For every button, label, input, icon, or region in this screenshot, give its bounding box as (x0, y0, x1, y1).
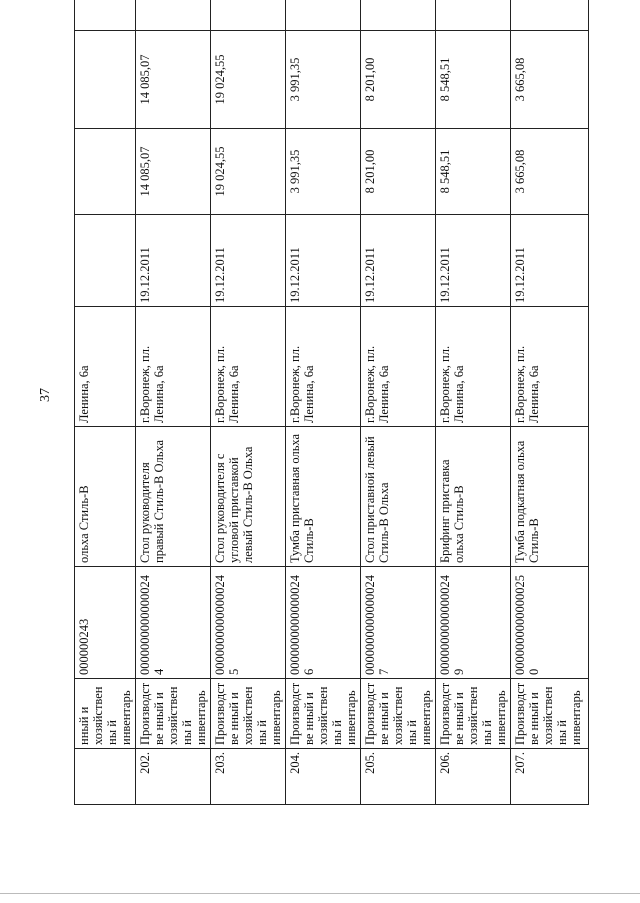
residual-cell (211, 0, 286, 31)
name-cell: Стол руководителя с угловой приставкой левый Стиль-В Ольха (211, 427, 286, 567)
cost-cell: 19 024,55 (211, 129, 286, 215)
residual-cell (136, 0, 211, 31)
depreciation-cell: 3 991,35 (286, 31, 361, 129)
row-number: 205. (361, 749, 436, 805)
code-cell: 000000243 (75, 567, 136, 679)
table-row (286, 0, 361, 805)
address-cell: г.Воронеж, пл. Ленина, 6а (436, 307, 511, 427)
table-row (75, 0, 136, 805)
depreciation-cell: 19 024,55 (211, 31, 286, 129)
date-cell (75, 215, 136, 307)
page-bottom-rule (0, 893, 640, 894)
cost-cell (75, 129, 136, 215)
table-row (136, 0, 211, 805)
name-cell: Стол руководителя правый Стиль-В Ольха (136, 427, 211, 567)
depreciation-cell: 8 548,51 (436, 31, 511, 129)
name-cell: Стол приставной левый Стиль-В Ольха (361, 427, 436, 567)
rotated-table-page (74, 15, 583, 805)
row-number: 206. (436, 749, 511, 805)
cost-cell: 14 085,07 (136, 129, 211, 215)
category-cell: Производстве нный и хозяйственны й инвентарь (286, 679, 361, 749)
code-cell: 00000000000000244 (136, 567, 211, 679)
address-cell: г.Воронеж, пл. Ленина, 6а (286, 307, 361, 427)
address-cell: г.Воронеж, пл. Ленина, 6а (361, 307, 436, 427)
category-cell: Производстве нный и хозяйственны й инвентарь (511, 679, 589, 749)
table-row (436, 0, 511, 805)
asset-table-body (75, 0, 589, 805)
table-row (511, 0, 589, 805)
cost-cell: 3 665,08 (511, 129, 589, 215)
table-row (211, 0, 286, 805)
date-cell: 19.12.2011 (211, 215, 286, 307)
category-cell: Производстве нный и хозяйственны й инвентарь (361, 679, 436, 749)
code-cell: 00000000000000245 (211, 567, 286, 679)
depreciation-cell: 8 201,00 (361, 31, 436, 129)
code-cell: 00000000000000249 (436, 567, 511, 679)
depreciation-cell (75, 31, 136, 129)
residual-cell (75, 0, 136, 31)
name-cell: ольха Стиль-В (75, 427, 136, 567)
depreciation-cell: 14 085,07 (136, 31, 211, 129)
name-cell: Брифинг приставка ольха Стиль-В (436, 427, 511, 567)
row-number: 202. (136, 749, 211, 805)
name-cell: Тумба подкатная ольха Стиль-В (511, 427, 589, 567)
address-cell: г.Воронеж, пл. Ленина, 6а (136, 307, 211, 427)
category-cell: Производстве нный и хозяйственны й инвентарь (436, 679, 511, 749)
row-number (75, 749, 136, 805)
date-cell: 19.12.2011 (136, 215, 211, 307)
residual-cell (511, 0, 589, 31)
date-cell: 19.12.2011 (511, 215, 589, 307)
date-cell: 19.12.2011 (361, 215, 436, 307)
code-cell: 00000000000000247 (361, 567, 436, 679)
row-number: 204. (286, 749, 361, 805)
address-cell: г.Воронеж, пл. Ленина, 6а (511, 307, 589, 427)
date-cell: 19.12.2011 (436, 215, 511, 307)
residual-cell (436, 0, 511, 31)
code-cell: 00000000000000246 (286, 567, 361, 679)
address-cell: г.Воронеж, пл. Ленина, 6а (211, 307, 286, 427)
residual-cell (361, 0, 436, 31)
category-cell: Производстве нный и хозяйственны й инвентарь (211, 679, 286, 749)
category-cell: Производстве нный и хозяйственны й инвентарь (136, 679, 211, 749)
table-row (361, 0, 436, 805)
depreciation-cell: 3 665,08 (511, 31, 589, 129)
name-cell: Тумба приставная ольха Стиль-В (286, 427, 361, 567)
page-number: 37 (38, 388, 53, 402)
asset-table (74, 0, 589, 805)
row-number: 203. (211, 749, 286, 805)
address-cell: Ленина, 6а (75, 307, 136, 427)
date-cell: 19.12.2011 (286, 215, 361, 307)
code-cell: 00000000000000250 (511, 567, 589, 679)
cost-cell: 8 201,00 (361, 129, 436, 215)
residual-cell (286, 0, 361, 31)
cost-cell: 3 991,35 (286, 129, 361, 215)
row-number: 207. (511, 749, 589, 805)
cost-cell: 8 548,51 (436, 129, 511, 215)
category-cell: нный и хозяйственны й инвентарь (75, 679, 136, 749)
